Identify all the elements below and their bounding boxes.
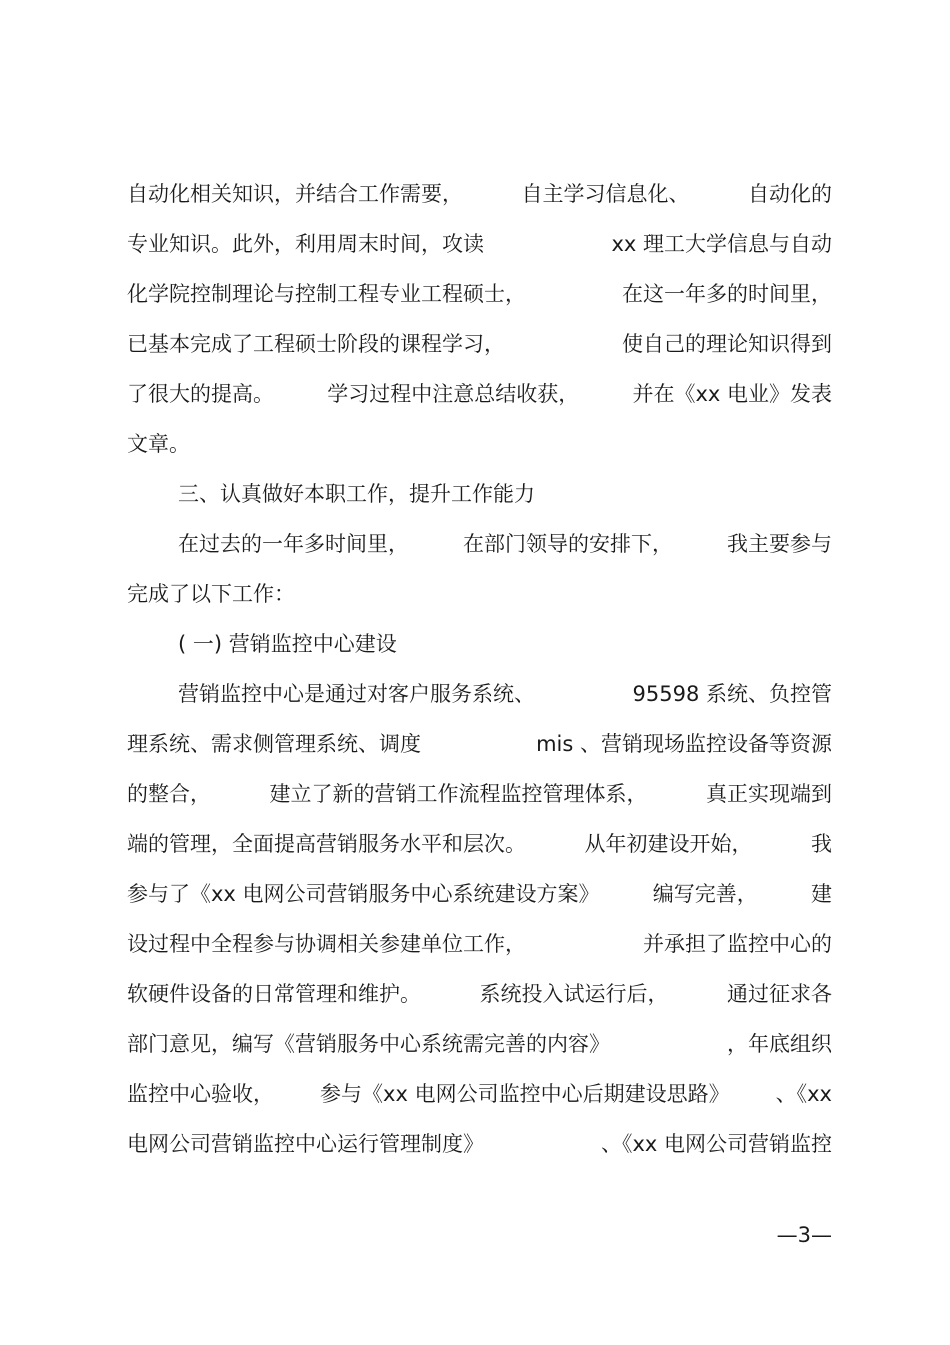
text-segment: 95598 系统、负控管 — [632, 682, 832, 706]
text-segment: 编写完善， — [652, 882, 758, 906]
text-line — [127, 926, 832, 962]
text-segment: ，年底组织 — [727, 1032, 832, 1056]
text-line — [127, 726, 832, 762]
text-segment: xx 理工大学信息与自动 — [611, 232, 832, 256]
text-segment: 自动化相关知识，并结合工作需要， — [127, 182, 463, 206]
text-segment: 建立了新的营销工作流程监控管理体系， — [269, 782, 648, 806]
text-line — [127, 826, 832, 862]
text-segment: 监控中心验收， — [127, 1082, 274, 1106]
text-segment: 设过程中全程参与协调相关参建单位工作， — [127, 932, 526, 956]
text-segment: 端的管理，全面提高营销服务水平和层次。 — [127, 832, 526, 856]
text-line — [127, 776, 832, 812]
text-line — [178, 676, 832, 712]
text-segment: 自动化的 — [748, 182, 832, 206]
text-segment: 在过去的一年多时间里， — [178, 532, 409, 556]
text-segment: 化学院控制理论与控制工程专业工程硕士， — [127, 282, 526, 306]
text-line — [127, 276, 832, 312]
text-line — [127, 376, 832, 412]
text-segment: 参与《xx 电网公司监控中心后期建设思路》 — [320, 1082, 730, 1106]
page-number: —3— — [776, 1223, 832, 1247]
text-segment: 并在《xx 电业》发表 — [632, 382, 832, 406]
text-line — [127, 576, 832, 612]
text-segment: ( 一) 营销监控中心建设 — [178, 632, 397, 656]
text-line — [178, 476, 832, 512]
text-segment: 我主要参与 — [727, 532, 832, 556]
text-segment: 软硬件设备的日常管理和维护。 — [127, 982, 421, 1006]
text-segment: 已基本完成了工程硕士阶段的课程学习， — [127, 332, 505, 356]
text-segment: 系统投入试运行后， — [479, 982, 669, 1006]
text-segment: 了很大的提高。 — [127, 382, 274, 406]
text-line — [127, 876, 832, 912]
text-segment: 电网公司营销监控中心运行管理制度》 — [127, 1132, 484, 1156]
text-segment: 专业知识。此外，利用周末时间，攻读 — [127, 232, 484, 256]
text-segment: 部门意见，编写《营销服务中心系统需完善的内容》 — [127, 1032, 610, 1056]
text-segment: 完成了以下工作： — [127, 582, 295, 606]
text-segment: 营销监控中心是通过对客户服务系统、 — [178, 682, 535, 706]
text-line — [127, 176, 832, 212]
text-line — [127, 1126, 832, 1162]
text-segment: 使自己的理论知识得到 — [622, 332, 832, 356]
text-segment: 、《xx 电网公司营销监控 — [600, 1132, 832, 1156]
text-line — [127, 1076, 832, 1112]
text-segment: 在这一年多的时间里， — [622, 282, 832, 306]
text-segment: 我 — [811, 832, 832, 856]
text-segment: 并承担了监控中心的 — [643, 932, 832, 956]
text-segment: 参与了《xx 电网公司营销服务中心系统建设方案》 — [127, 882, 600, 906]
text-segment: mis 、营销现场监控设备等资源 — [536, 732, 832, 756]
text-segment: 理系统、需求侧管理系统、调度 — [127, 732, 421, 756]
text-line — [178, 526, 832, 562]
text-segment: 自主学习信息化、 — [521, 182, 690, 206]
text-segment: 、《xx — [775, 1082, 832, 1106]
text-segment: 建 — [811, 882, 832, 906]
text-line — [127, 976, 832, 1012]
text-segment: 在部门领导的安排下， — [463, 532, 673, 556]
text-segment: 三、认真做好本职工作，提升工作能力 — [178, 482, 535, 506]
text-segment: 通过征求各 — [727, 982, 832, 1006]
text-line — [127, 1026, 832, 1062]
text-segment: 的整合， — [127, 782, 211, 806]
text-segment: 学习过程中注意总结收获， — [327, 382, 580, 406]
text-line — [127, 326, 832, 362]
text-line — [178, 626, 832, 662]
text-segment: 从年初建设开始， — [584, 832, 753, 856]
text-segment: 文章。 — [127, 432, 190, 456]
text-line — [127, 226, 832, 262]
text-segment: 真正实现端到 — [706, 782, 832, 806]
text-line — [127, 426, 832, 462]
